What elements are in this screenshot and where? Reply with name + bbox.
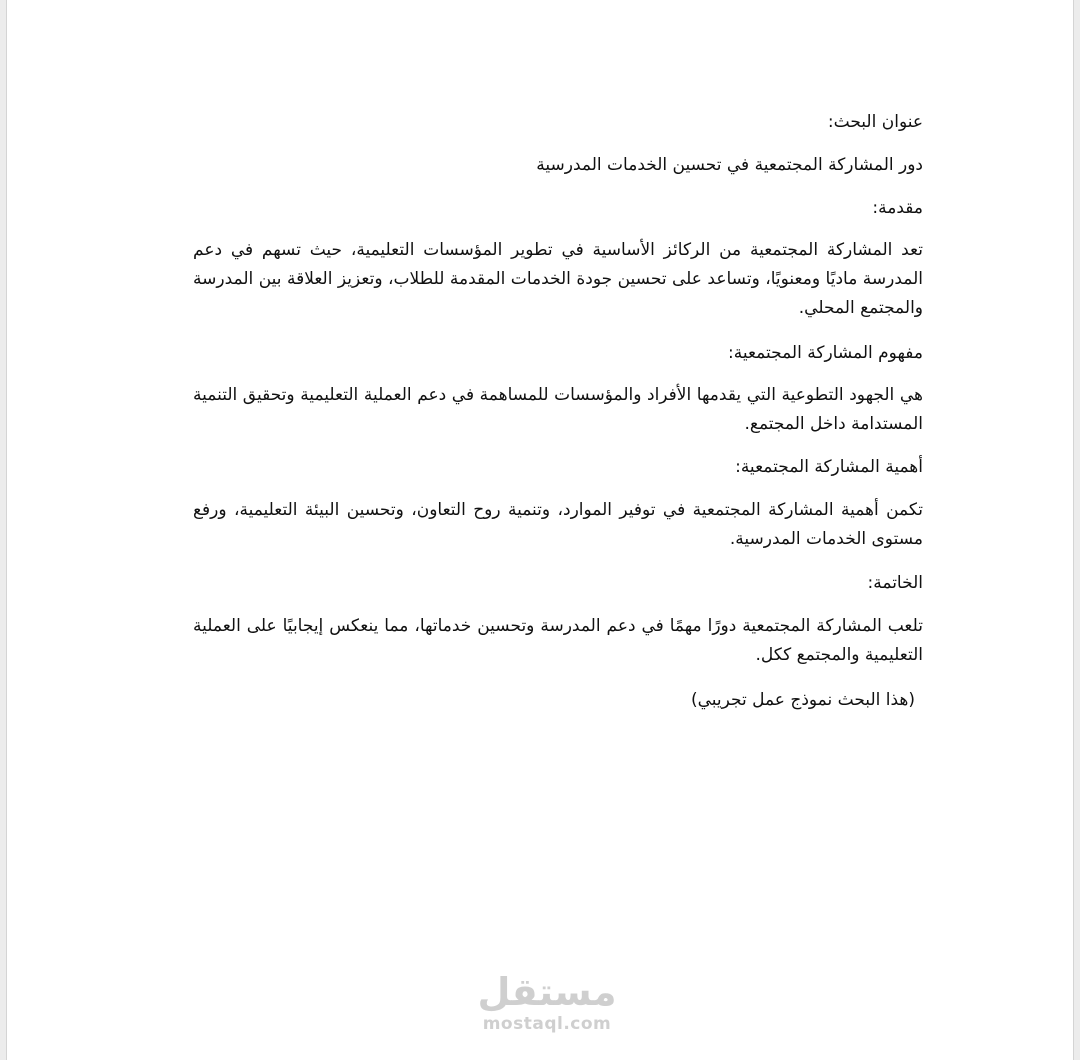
intro-paragraph: تعد المشاركة المجتمعية من الركائز الأساسية في تطوير المؤسسات التعليمية، حيث تسهم في دعم المدرسة ماديًا ومعنويًا، وتساعد على تحسين جودة الخدمات المقدمة للطلاب، وتعزيز العلاقة بين المدرسة والمجتمع المحلي. <box>193 240 923 318</box>
concept-heading: مفهوم المشاركة المجتمعية: <box>728 343 923 363</box>
mostaql-watermark <box>477 970 617 1034</box>
intro-heading: مقدمة: <box>872 198 923 218</box>
trial-note: (هذا البحث نموذج عمل تجريبي) <box>690 690 915 710</box>
importance-paragraph: تكمن أهمية المشاركة المجتمعية في توفير الموارد، وتنمية روح التعاون، وتحسين البيئة التعليمية، ورفع مستوى الخدمات المدرسية. <box>193 500 923 549</box>
conclusion-paragraph: تلعب المشاركة المجتمعية دورًا مهمًا في دعم المدرسة وتحسين خدماتها، مما ينعكس إيجابيًا على العملية التعليمية والمجتمع ككل. <box>193 616 923 665</box>
title-label: عنوان البحث: <box>827 112 923 132</box>
document-page <box>6 0 1074 1060</box>
importance-heading: أهمية المشاركة المجتمعية: <box>735 457 923 477</box>
research-title: دور المشاركة المجتمعية في تحسين الخدمات المدرسية <box>536 155 923 175</box>
watermark-domain: mostaql.com <box>482 1014 612 1034</box>
conclusion-heading: الخاتمة: <box>867 573 923 593</box>
watermark-arabic-logo: مستقل <box>477 970 617 1014</box>
concept-paragraph: هي الجهود التطوعية التي يقدمها الأفراد والمؤسسات للمساهمة في دعم العملية التعليمية وتحقيق التنمية المستدامة داخل المجتمع. <box>193 385 923 434</box>
